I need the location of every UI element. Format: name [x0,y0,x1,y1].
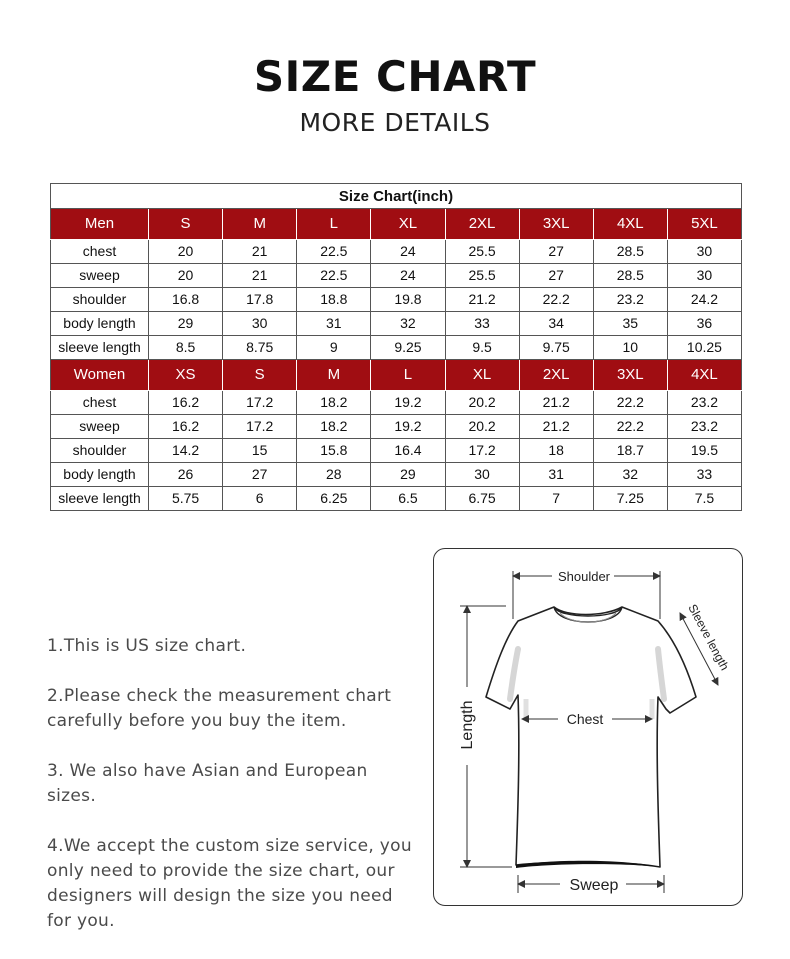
measurement-label-cell: sleeve length [51,336,149,360]
label-shoulder: Shoulder [557,569,611,584]
measurement-value-cell: 31 [519,463,593,487]
measurement-value-cell: 17.2 [223,415,297,439]
measurement-value-cell: 16.2 [149,415,223,439]
table-row [51,336,742,360]
measurement-value-cell: 24 [371,264,445,288]
notes-list [47,634,422,959]
measurement-value-cell: 19.2 [371,391,445,415]
measurement-value-cell: 6.25 [297,487,371,511]
measurement-value-cell: 9.5 [445,336,519,360]
measurement-value-cell: 16.2 [149,391,223,415]
measurement-diagram [433,548,743,906]
measurement-value-cell: 20.2 [445,391,519,415]
table-row [51,288,742,312]
table-row [51,240,742,264]
size-header-cell: M [223,209,297,240]
table-row [51,415,742,439]
measurement-value-cell: 18.8 [297,288,371,312]
table-row [51,312,742,336]
measurement-value-cell: 23.2 [593,288,667,312]
measurement-label-cell: body length [51,312,149,336]
size-header-cell: 2XL [519,360,593,391]
size-header-cell: L [371,360,445,391]
measurement-value-cell: 31 [297,312,371,336]
size-chart-table [50,183,742,511]
tshirt-icon [434,549,744,907]
women-header-row [51,360,742,391]
measurement-value-cell: 19.5 [667,439,741,463]
measurement-value-cell: 28.5 [593,240,667,264]
measurement-value-cell: 10 [593,336,667,360]
measurement-value-cell: 19.8 [371,288,445,312]
measurement-label-cell: shoulder [51,439,149,463]
table-row [51,439,742,463]
measurement-value-cell: 8.5 [149,336,223,360]
measurement-value-cell: 5.75 [149,487,223,511]
measurement-value-cell: 9 [297,336,371,360]
measurement-value-cell: 27 [223,463,297,487]
measurement-value-cell: 27 [519,240,593,264]
measurement-value-cell: 30 [445,463,519,487]
table-row [51,487,742,511]
measurement-value-cell: 9.25 [371,336,445,360]
measurement-value-cell: 24 [371,240,445,264]
measurement-value-cell: 7.25 [593,487,667,511]
measurement-value-cell: 25.5 [445,264,519,288]
note-other-sizes: 3. We also have Asian and European sizes. [47,761,368,806]
size-header-cell: S [223,360,297,391]
measurement-value-cell: 15.8 [297,439,371,463]
size-header-cell: 4XL [593,209,667,240]
measurement-value-cell: 7.5 [667,487,741,511]
measurement-value-cell: 18.7 [593,439,667,463]
size-header-cell: XS [149,360,223,391]
measurement-value-cell: 21.2 [445,288,519,312]
label-sleeve-length: Sleeve length [685,601,732,673]
measurement-value-cell: 35 [593,312,667,336]
measurement-value-cell: 21 [223,240,297,264]
measurement-label-cell: chest [51,240,149,264]
measurement-label-cell: body length [51,463,149,487]
measurement-value-cell: 34 [519,312,593,336]
measurement-label-cell: sweep [51,264,149,288]
measurement-value-cell: 18.2 [297,391,371,415]
measurement-value-cell: 27 [519,264,593,288]
note-check-chart: 2.Please check the measurement chart carefully before you buy the item. [47,686,392,731]
size-header-cell: 5XL [667,209,741,240]
measurement-value-cell: 6.75 [445,487,519,511]
measurement-value-cell: 9.75 [519,336,593,360]
measurement-value-cell: 16.8 [149,288,223,312]
measurement-value-cell: 22.2 [593,391,667,415]
table-caption: Size Chart(inch) [51,184,742,209]
measurement-value-cell: 17.2 [223,391,297,415]
size-header-cell: L [297,209,371,240]
measurement-value-cell: 18 [519,439,593,463]
measurement-label-cell: sweep [51,415,149,439]
measurement-value-cell: 22.5 [297,240,371,264]
measurement-value-cell: 22.5 [297,264,371,288]
measurement-value-cell: 17.8 [223,288,297,312]
size-header-cell: XL [371,209,445,240]
measurement-value-cell: 17.2 [445,439,519,463]
measurement-value-cell: 8.75 [223,336,297,360]
label-chest: Chest [566,711,604,727]
measurement-value-cell: 32 [371,312,445,336]
measurement-value-cell: 23.2 [667,391,741,415]
measurement-value-cell: 32 [593,463,667,487]
measurement-value-cell: 7 [519,487,593,511]
measurement-label-cell: sleeve length [51,487,149,511]
measurement-value-cell: 33 [445,312,519,336]
measurement-value-cell: 28 [297,463,371,487]
measurement-value-cell: 21.2 [519,415,593,439]
measurement-value-cell: 36 [667,312,741,336]
measurement-value-cell: 20 [149,240,223,264]
men-header-row [51,209,742,240]
measurement-value-cell: 6.5 [371,487,445,511]
measurement-value-cell: 19.2 [371,415,445,439]
measurement-value-cell: 20.2 [445,415,519,439]
tshirt-outline [486,607,696,867]
note-us-size: 1.This is US size chart. [47,636,247,656]
measurement-value-cell: 30 [667,240,741,264]
table-caption-row [51,184,742,209]
size-header-cell: 4XL [667,360,741,391]
measurement-value-cell: 29 [371,463,445,487]
table-row [51,463,742,487]
measurement-value-cell: 28.5 [593,264,667,288]
measurement-value-cell: 14.2 [149,439,223,463]
size-header-cell: 3XL [519,209,593,240]
measurement-value-cell: 22.2 [593,415,667,439]
measurement-value-cell: 21 [223,264,297,288]
section-label: Women [51,360,149,391]
measurement-value-cell: 29 [149,312,223,336]
measurement-label-cell: chest [51,391,149,415]
measurement-value-cell: 24.2 [667,288,741,312]
label-sweep: Sweep [569,877,619,894]
measurement-value-cell: 6 [223,487,297,511]
measurement-value-cell: 22.2 [519,288,593,312]
page-title: SIZE CHART [253,52,537,101]
label-length: Length [459,700,476,750]
measurement-value-cell: 18.2 [297,415,371,439]
measurement-label-cell: shoulder [51,288,149,312]
measurement-value-cell: 26 [149,463,223,487]
measurement-value-cell: 21.2 [519,391,593,415]
table-row [51,391,742,415]
section-label: Men [51,209,149,240]
size-header-cell: 3XL [593,360,667,391]
note-custom-size: 4.We accept the custom size service, you only need to provide the size chart, our designers will design the size you need for you. [47,836,412,931]
page-subtitle: MORE DETAILS [299,108,491,137]
measurement-value-cell: 33 [667,463,741,487]
measurement-value-cell: 10.25 [667,336,741,360]
measurement-value-cell: 20 [149,264,223,288]
size-header-cell: XL [445,360,519,391]
size-header-cell: M [297,360,371,391]
measurement-value-cell: 30 [667,264,741,288]
measurement-value-cell: 15 [223,439,297,463]
measurement-value-cell: 16.4 [371,439,445,463]
measurement-value-cell: 30 [223,312,297,336]
table-row [51,264,742,288]
measurement-value-cell: 23.2 [667,415,741,439]
size-header-cell: S [149,209,223,240]
size-header-cell: 2XL [445,209,519,240]
measurement-value-cell: 25.5 [445,240,519,264]
